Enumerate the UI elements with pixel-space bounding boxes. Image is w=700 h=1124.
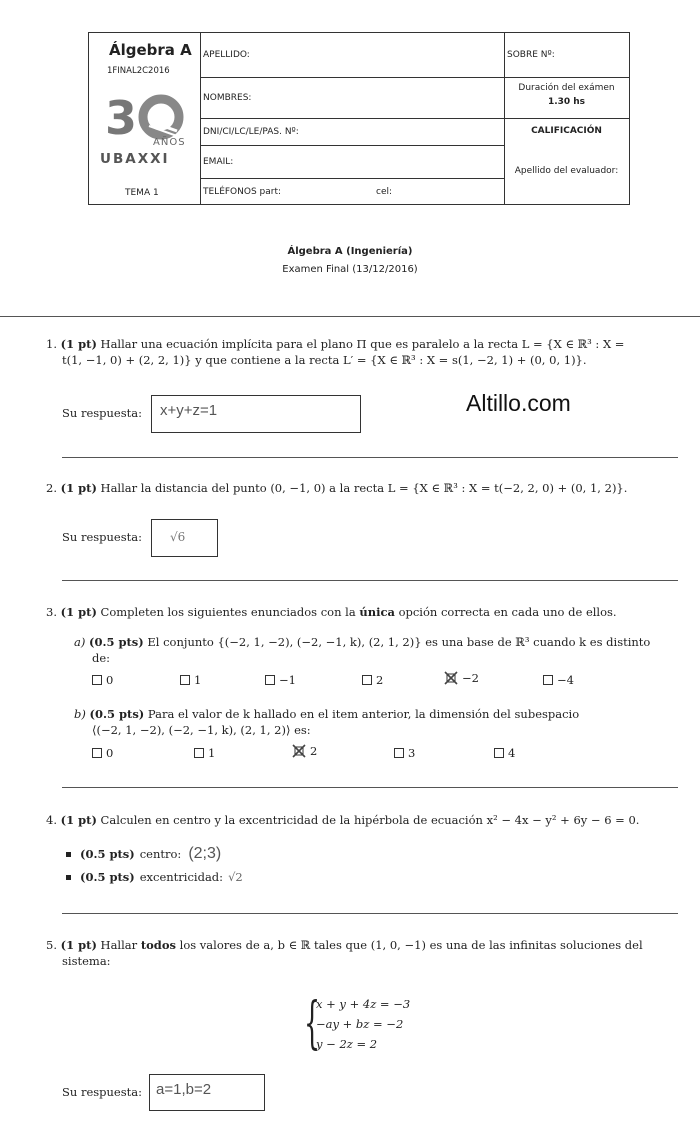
exam-code: 1FINAL2C2016 (107, 66, 170, 76)
q3b-option-3[interactable] (394, 746, 415, 760)
bullet-icon (66, 875, 71, 880)
option-label: 4 (508, 746, 516, 760)
divider (62, 457, 678, 458)
calificacion-field[interactable] (504, 119, 629, 204)
checked-box-icon[interactable] (444, 671, 458, 685)
q1-text-line1: Hallar una ecuación implícita para el plano Π que es paralelo a la recta L = {X ∈ ℝ³ : X = (100, 337, 625, 351)
checked-box-icon[interactable] (292, 744, 306, 758)
svg-text:3: 3 (105, 91, 138, 145)
q3b-option-2[interactable] (292, 744, 317, 758)
q1-answer-box[interactable] (151, 395, 361, 433)
question-2 (46, 480, 691, 496)
q3-text-a: Completen los siguientes enunciados con la (100, 605, 356, 619)
apellido-field[interactable] (200, 33, 504, 78)
option-label: 3 (408, 746, 416, 760)
option-label: −2 (462, 671, 479, 685)
q3a-option-0[interactable] (92, 673, 113, 687)
checkbox-icon[interactable] (543, 675, 553, 685)
logo-column (89, 33, 201, 204)
q3b-text-line2: ⟨(−2, 1, −2), (−2, −1, k), (2, 1, 2)⟩ es: (92, 723, 311, 737)
exam-header-box (88, 32, 630, 205)
q3-text-bold: única (359, 605, 395, 619)
q3a-option-1[interactable] (180, 673, 201, 687)
q5-points: (1 pt) (60, 938, 97, 952)
sobre-label: SOBRE Nº: (507, 50, 555, 60)
checkbox-icon[interactable] (92, 675, 102, 685)
q3a-statement (74, 634, 684, 650)
option-label: 2 (310, 744, 318, 758)
course-title: Álgebra A (109, 41, 192, 59)
sobre-field[interactable] (504, 33, 629, 78)
telefonos-field[interactable] (200, 179, 504, 204)
option-label: −1 (279, 673, 296, 687)
equation-2: −ay + bz = −2 (316, 1017, 404, 1031)
q5-answer: a=1,b=2 (156, 1081, 212, 1098)
q5-number: 5. (46, 938, 57, 952)
q4-exc-label: excentricidad: (139, 870, 224, 884)
divider (0, 316, 700, 317)
apellido-label: APELLIDO: (203, 50, 250, 60)
exam-title: Álgebra A (Ingeniería) (287, 246, 413, 257)
q1-points: (1 pt) (60, 337, 97, 351)
dni-field[interactable] (200, 119, 504, 146)
tema-label: TEMA 1 (125, 188, 159, 198)
q2-answer: √6 (170, 530, 186, 544)
checkbox-icon[interactable] (194, 748, 204, 758)
question-4 (46, 812, 691, 828)
checkbox-icon[interactable] (92, 748, 102, 758)
q2-number: 2. (46, 481, 57, 495)
equation-1: x + y + 4z = −3 (316, 997, 411, 1011)
checkbox-icon[interactable] (362, 675, 372, 685)
logo-brand: UBAXXI (100, 151, 170, 167)
email-label: EMAIL: (203, 157, 234, 167)
q4-number: 4. (46, 813, 57, 827)
email-field[interactable] (200, 146, 504, 179)
q1-answer: x+y+z=1 (160, 402, 218, 419)
option-label: 1 (208, 746, 216, 760)
q4-centro-points: (0.5 pts) (80, 847, 135, 861)
divider (62, 787, 678, 788)
q5-text-line2: sistema: (62, 954, 111, 968)
q2-answer-label: Su respuesta: (62, 530, 142, 544)
logo-years: AÑOS (153, 137, 186, 148)
cel-label: cel: (376, 186, 393, 197)
telefonos-label: TELÉFONOS part: (203, 186, 282, 197)
checkbox-icon[interactable] (180, 675, 190, 685)
q3b-points: (0.5 pts) (89, 707, 145, 721)
q4-exc-item (66, 869, 243, 885)
q3b-option-4[interactable] (494, 746, 515, 760)
duracion-value: 1.30 hs (547, 97, 586, 107)
q2-points: (1 pt) (60, 481, 97, 495)
student-fields (200, 33, 505, 204)
q3-points: (1 pt) (60, 605, 97, 619)
q4-text: Calculen en centro y la excentricidad de la hipérbola de ecuación x² − 4x − y² + 6y − 6 = 0. (100, 813, 640, 827)
q3-text-b: opción correcta en cada uno de ellos. (398, 605, 617, 619)
q3a-label: a) (74, 635, 86, 649)
q4-centro-answer[interactable]: (2;3) (188, 845, 222, 862)
duracion-field (504, 78, 629, 119)
q3a-text-line1: El conjunto {(−2, 1, −2), (−2, −1, k), (2, 1, 2)} es una base de ℝ³ cuando k es distinto (147, 635, 651, 649)
option-label: 0 (106, 746, 114, 760)
ubaxxi-logo (100, 87, 187, 169)
checkbox-icon[interactable] (494, 748, 504, 758)
q3a-option-2[interactable] (265, 673, 296, 687)
q3a-option-4[interactable] (444, 671, 479, 685)
q2-text: Hallar la distancia del punto (0, −1, 0) a la recta L = {X ∈ ℝ³ : X = t(−2, 2, 0) + (0, 1, 2)}. (100, 481, 628, 495)
option-label: 0 (106, 673, 114, 687)
q2-answer-box[interactable] (151, 519, 218, 557)
duracion-label: Duración del exámen (518, 83, 615, 93)
q3b-option-1[interactable] (194, 746, 215, 760)
option-label: −4 (557, 673, 574, 687)
nombres-field[interactable] (200, 78, 504, 119)
q5-text-post: los valores de a, b ∈ ℝ tales que (1, 0, −1) es una de las infinitas soluciones del (179, 938, 643, 952)
checkbox-icon[interactable] (394, 748, 404, 758)
q5-text-bold: todos (140, 938, 176, 952)
q3a-option-5[interactable] (543, 673, 574, 687)
q4-exc-points: (0.5 pts) (80, 870, 135, 884)
q3b-text-line1: Para el valor de k hallado en el item anterior, la dimensión del subespacio (147, 707, 580, 721)
admin-fields (504, 33, 629, 204)
q3b-option-0[interactable] (92, 746, 113, 760)
watermark: Altillo.com (466, 390, 571, 416)
q5-answer-box[interactable] (149, 1074, 265, 1111)
equation-system (304, 991, 464, 1056)
q3a-text-line2: de: (92, 651, 111, 665)
q3a-option-3[interactable] (362, 673, 383, 687)
checkbox-icon[interactable] (265, 675, 275, 685)
q5-text-pre: Hallar (100, 938, 138, 952)
exam-subtitle: Examen Final (13/12/2016) (282, 264, 418, 275)
q3b-label: b) (74, 707, 86, 721)
q3a-points: (0.5 pts) (89, 635, 144, 649)
q3-number: 3. (46, 605, 57, 619)
calificacion-label: CALIFICACIÓN (531, 126, 602, 136)
bullet-icon (66, 852, 71, 857)
option-label: 1 (194, 673, 202, 687)
equation-3: y − 2z = 2 (316, 1037, 378, 1051)
evaluador-label: Apellido del evaluador: (514, 166, 619, 176)
question-3 (46, 604, 691, 620)
q1-number: 1. (46, 337, 57, 351)
q4-exc-answer[interactable]: √2 (228, 870, 243, 884)
option-label: 2 (376, 673, 384, 687)
q4-points: (1 pt) (60, 813, 97, 827)
system-brace-icon: { (304, 991, 321, 1056)
nombres-label: NOMBRES: (203, 93, 252, 103)
q4-centro-label: centro: (139, 847, 182, 861)
divider (62, 913, 678, 914)
dni-label: DNI/CI/LC/LE/PAS. Nº: (203, 127, 299, 137)
question-5 (46, 937, 691, 953)
question-1 (46, 336, 686, 352)
q3b-statement (74, 706, 684, 722)
divider (62, 580, 678, 581)
q5-answer-label: Su respuesta: (62, 1085, 142, 1099)
q1-answer-label: Su respuesta: (62, 406, 142, 420)
q4-centro-item (66, 846, 221, 862)
question-1-line2: t(1, −1, 0) + (2, 2, 1)} y que contiene a la recta L′ = {X ∈ ℝ³ : X = s(1, −2, 1) + (0, 0, 1)}. (62, 353, 587, 367)
